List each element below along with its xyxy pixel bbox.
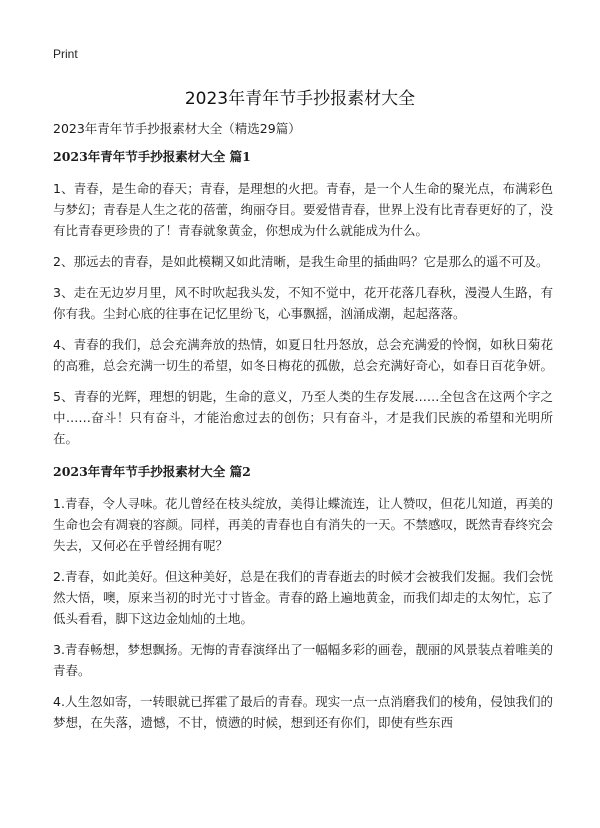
section-heading: 2023年青年节手抄报素材大全 篇2: [53, 464, 251, 479]
paragraph: 4.人生忽如寄，一转眼就已挥霍了最后的青春。现实一点一点消磨我们的棱角，侵蚀我们的梦想，在失落，遗憾，不甘，愤懑的时候，想到还有你们，即使有些东西: [53, 694, 553, 730]
document-subtitle: 2023年青年节手抄报素材大全（精选29篇）: [53, 121, 301, 136]
section-heading: 2023年青年节手抄报素材大全 篇1: [53, 149, 251, 164]
page-title: 2023年青年节手抄报素材大全: [184, 89, 416, 109]
section-2: [53, 463, 553, 733]
paragraph: 1.青春，令人寻味。花儿曾经在枝头绽放，美得让蝶流连，让人赞叹，但花儿知道，再美的生命也会有凋衰的容颜。同样，再美的青春也自有消失的一天。不禁感叹，既然青春终究会失去，又何必在乎曾经拥有呢？: [53, 496, 554, 553]
paragraph: 3、走在无边岁月里，风不时吹起我头发，不知不觉中，花开花落几春秋，漫漫人生路，有你有我。尘封心底的往事在记忆里纷飞，心事飘摇，汹涌成潮，起起落落。: [53, 285, 553, 321]
paragraph: 2.青春，如此美好。但这种美好，总是在我们的青春逝去的时候才会被我们发掘。我们会恍然大悟，噢，原来当初的时光寸寸皆金。青春的路上遍地黄金，而我们却走的太匆忙，忘了低头看看，脚下这边金灿灿的土地。: [53, 569, 554, 626]
paragraph: 2、那远去的青春，是如此模糊又如此清晰，是我生命里的插曲吗？它是那么的遥不可及。: [53, 254, 549, 269]
section-1: [53, 148, 553, 449]
paragraph: 4、青春的我们，总会充满奔放的热情，如夏日牡丹怒放，总会充满爱的怜悯，如秋日菊花的高雅，总会充满一切生的希望，如冬日梅花的孤傲，总会充满好奇心，如春日百花争妍。: [53, 337, 554, 373]
paragraph: 1、青春，是生命的春天；青春，是理想的火把。青春，是一个人生命的聚光点，布满彩色与梦幻；青春是人生之花的蓓蕾，绚丽夺目。要爱惜青春，世界上没有比青春更好的了，没有比青春更珍贵的了！青春就象黄金，你想成为什么就能成为什么。: [53, 181, 554, 238]
paragraph: 3.青春畅想，梦想飘扬。无悔的青春演绎出了一幅幅多彩的画卷，靓丽的风景装点着唯美的青春。: [53, 642, 553, 678]
document-body: [53, 120, 553, 743]
print-link[interactable]: Print: [53, 47, 78, 61]
paragraph: 5、青春的光辉，理想的钥匙，生命的意义，乃至人类的生存发展……全包含在这两个字之中……奋斗！只有奋斗，才能治愈过去的创伤；只有奋斗，才是我们民族的希望和光明所在。: [53, 389, 553, 446]
